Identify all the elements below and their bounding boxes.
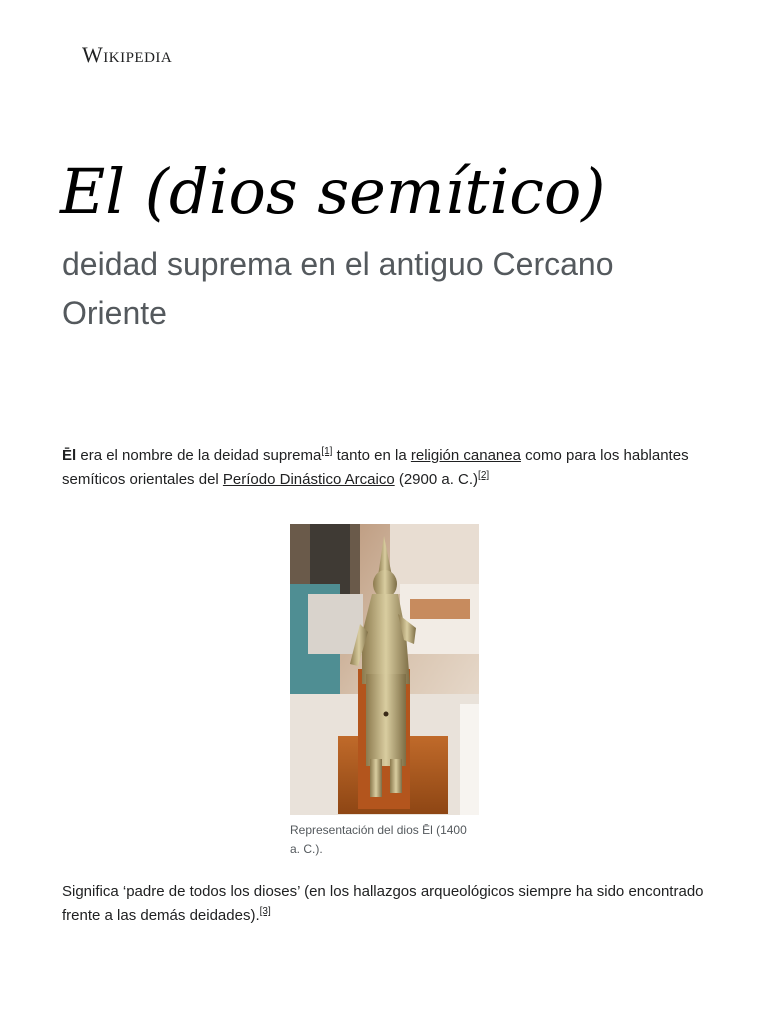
wikipedia-logo[interactable]: Wikipedia (82, 42, 173, 67)
reference-link-1[interactable]: [1] (321, 446, 333, 457)
figure-caption: Representación del dios Ēl (1400 a. C.). (290, 823, 467, 856)
paragraph-text: como para los hablantes semíticos orientales del (62, 447, 689, 488)
paragraph-text: tanto en la (332, 447, 411, 464)
reference-1[interactable] (321, 446, 332, 457)
paragraph-text: (2900 a. C.) (394, 471, 479, 488)
bold-term: Ēl (62, 447, 77, 464)
paragraph-text: Significa ‘padre de todos los dioses’ (en los hallazgos arqueológicos siempre ha sido encontrado frente a las demás deidades). (62, 883, 704, 924)
link-religion-cananea[interactable]: religión cananea (410, 447, 521, 464)
link-periodo-dinastico-arcaico[interactable]: Período Dinástico Arcaico (222, 471, 395, 488)
reference-link-3[interactable]: [3] (259, 906, 271, 917)
reference-2[interactable] (478, 470, 489, 481)
second-paragraph (62, 880, 712, 928)
page-title: El (dios semítico) (60, 155, 606, 228)
reference-link-2[interactable]: [2] (478, 470, 490, 481)
intro-paragraph (62, 444, 712, 492)
statue-image[interactable] (290, 524, 479, 815)
article-figure (290, 524, 479, 859)
page-subtitle: deidad suprema en el antiguo Cercano Oriente (62, 246, 614, 331)
paragraph-text: era el nombre de la deidad suprema (76, 447, 322, 464)
reference-3[interactable] (260, 906, 271, 917)
